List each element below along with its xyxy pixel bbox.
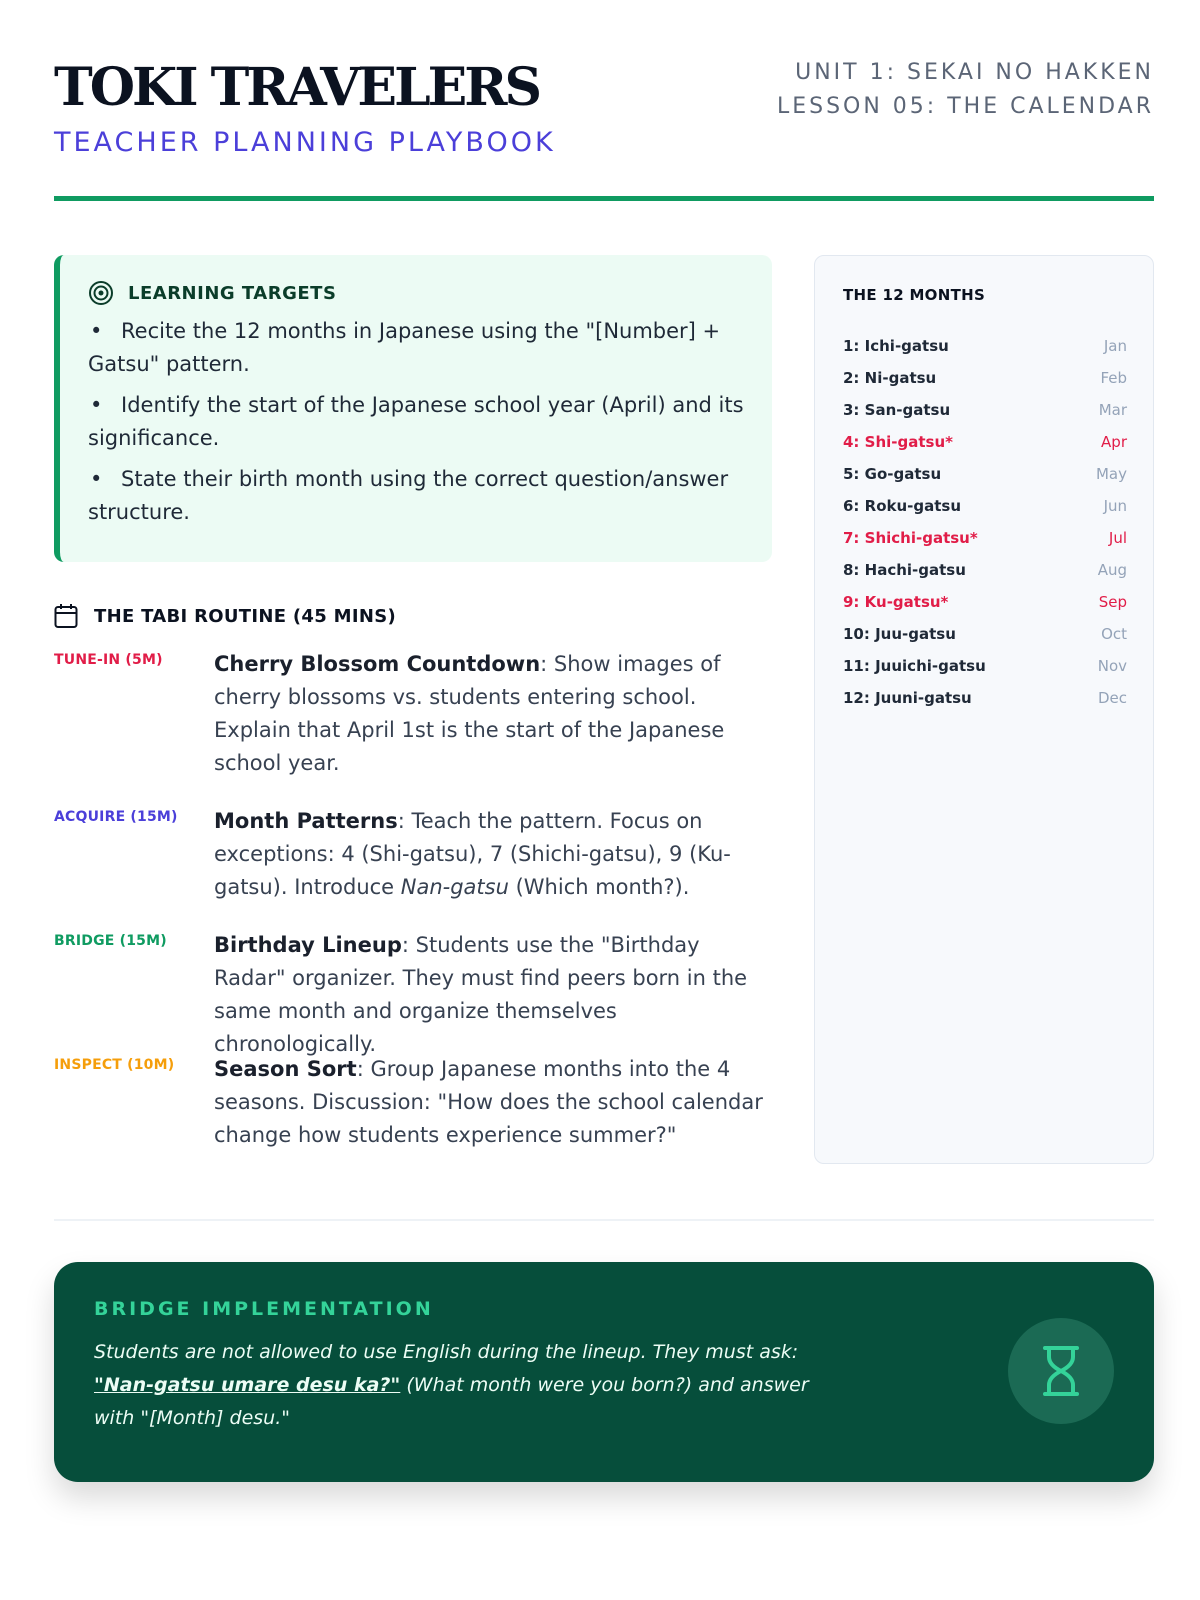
month-abbr: Aug — [1097, 561, 1127, 579]
month-name: 5: Go-gatsu — [843, 465, 942, 483]
months-title: THE 12 MONTHS — [843, 286, 986, 304]
month-name: 12: Juuni-gatsu — [843, 689, 972, 707]
learning-targets-title: LEARNING TARGETS — [128, 282, 337, 304]
list-item: • State their birth month using the correct question/answer structure. — [88, 467, 729, 524]
unit-label: UNIT 1: SEKAI NO HAKKEN — [795, 60, 1154, 85]
month-row — [843, 682, 1127, 714]
month-row — [843, 522, 1127, 554]
step-tag: TUNE-IN (5M) — [54, 652, 163, 668]
months-list — [843, 330, 1127, 714]
step-tag: BRIDGE (15M) — [54, 933, 167, 949]
calendar-icon — [54, 603, 78, 629]
step-tag: INSPECT (10M) — [54, 1057, 175, 1073]
month-name: 10: Juu-gatsu — [843, 625, 956, 643]
routine-header — [54, 603, 396, 629]
month-abbr: Sep — [1098, 593, 1127, 611]
month-row — [843, 490, 1127, 522]
hourglass-icon — [1041, 1345, 1081, 1397]
month-name: 4: Shi-gatsu* — [843, 433, 953, 451]
header-divider — [54, 196, 1154, 201]
month-name: 3: San-gatsu — [843, 401, 951, 419]
month-row — [843, 618, 1127, 650]
lesson-label: LESSON 05: THE CALENDAR — [776, 94, 1154, 119]
list-item: • Recite the 12 months in Japanese using the "[Number] + Gatsu" pattern. — [88, 319, 721, 376]
month-row — [843, 458, 1127, 490]
month-abbr: Oct — [1101, 625, 1127, 643]
month-row — [843, 394, 1127, 426]
month-abbr: Jun — [1103, 497, 1127, 515]
month-row — [843, 586, 1127, 618]
month-abbr: May — [1095, 465, 1127, 483]
target-icon — [88, 280, 114, 306]
month-abbr: Jan — [1103, 337, 1127, 355]
step-description: Month Patterns: Teach the pattern. Focus on exceptions: 4 (Shi-gatsu), 7 (Shichi-gatsu), 9 (Ku-gatsu). Introduce Nan-gatsu (Which month?). — [214, 809, 731, 899]
month-abbr: Dec — [1097, 689, 1127, 707]
routine-title: THE TABI ROUTINE (45 MINS) — [94, 605, 396, 627]
bridge-description: Students are not allowed to use English during the lineup. They must ask: "Nan-gatsu umare desu ka?" (What month were you born?) and answer with "[Month] desu." — [94, 1341, 809, 1429]
list-item: • Identify the start of the Japanese school year (April) and its significance. — [88, 393, 744, 450]
hourglass-badge — [1008, 1318, 1114, 1424]
learning-targets-card — [54, 255, 772, 562]
month-row — [843, 650, 1127, 682]
month-name: 7: Shichi-gatsu* — [843, 529, 978, 547]
month-abbr: Nov — [1097, 657, 1127, 675]
month-name: 1: Ichi-gatsu — [843, 337, 949, 355]
month-row — [843, 362, 1127, 394]
bridge-title: BRIDGE IMPLEMENTATION — [94, 1298, 434, 1320]
month-abbr: Jul — [1108, 529, 1127, 547]
lesson-plan-page — [54, 0, 1154, 1600]
step-description: Birthday Lineup: Students use the "Birthday Radar" organizer. They must find peers born in the same month and organize themselves chronologically. — [214, 933, 748, 1056]
japanese-phrase: "Nan-gatsu umare desu ka?" — [94, 1374, 401, 1396]
step-tag: ACQUIRE (15M) — [54, 809, 178, 825]
step-description: Season Sort: Group Japanese months into the 4 seasons. Discussion: "How does the school calendar change how students experience summer?" — [214, 1057, 763, 1147]
month-name: 2: Ni-gatsu — [843, 369, 937, 387]
brand-title: TOKI TRAVELERS — [54, 57, 540, 118]
section-divider — [54, 1219, 1154, 1221]
month-row — [843, 426, 1127, 458]
month-row — [843, 330, 1127, 362]
learning-targets-list — [88, 315, 746, 529]
month-abbr: Mar — [1098, 401, 1127, 419]
month-name: 9: Ku-gatsu* — [843, 593, 949, 611]
learning-targets-header — [88, 279, 746, 307]
month-abbr: Feb — [1100, 369, 1127, 387]
month-name: 6: Roku-gatsu — [843, 497, 962, 515]
months-panel — [814, 255, 1154, 1164]
unit-lesson-info — [777, 56, 1154, 124]
bridge-implementation-card — [54, 1262, 1154, 1482]
month-name: 8: Hachi-gatsu — [843, 561, 966, 579]
step-description: Cherry Blossom Countdown: Show images of cherry blossoms vs. students entering school. Explain that April 1st is the start of the Japanese school year. — [214, 652, 725, 775]
playbook-subtitle: TEACHER PLANNING PLAYBOOK — [54, 127, 556, 158]
month-row — [843, 554, 1127, 586]
month-abbr: Apr — [1101, 433, 1127, 451]
month-name: 11: Juuichi-gatsu — [843, 657, 986, 675]
